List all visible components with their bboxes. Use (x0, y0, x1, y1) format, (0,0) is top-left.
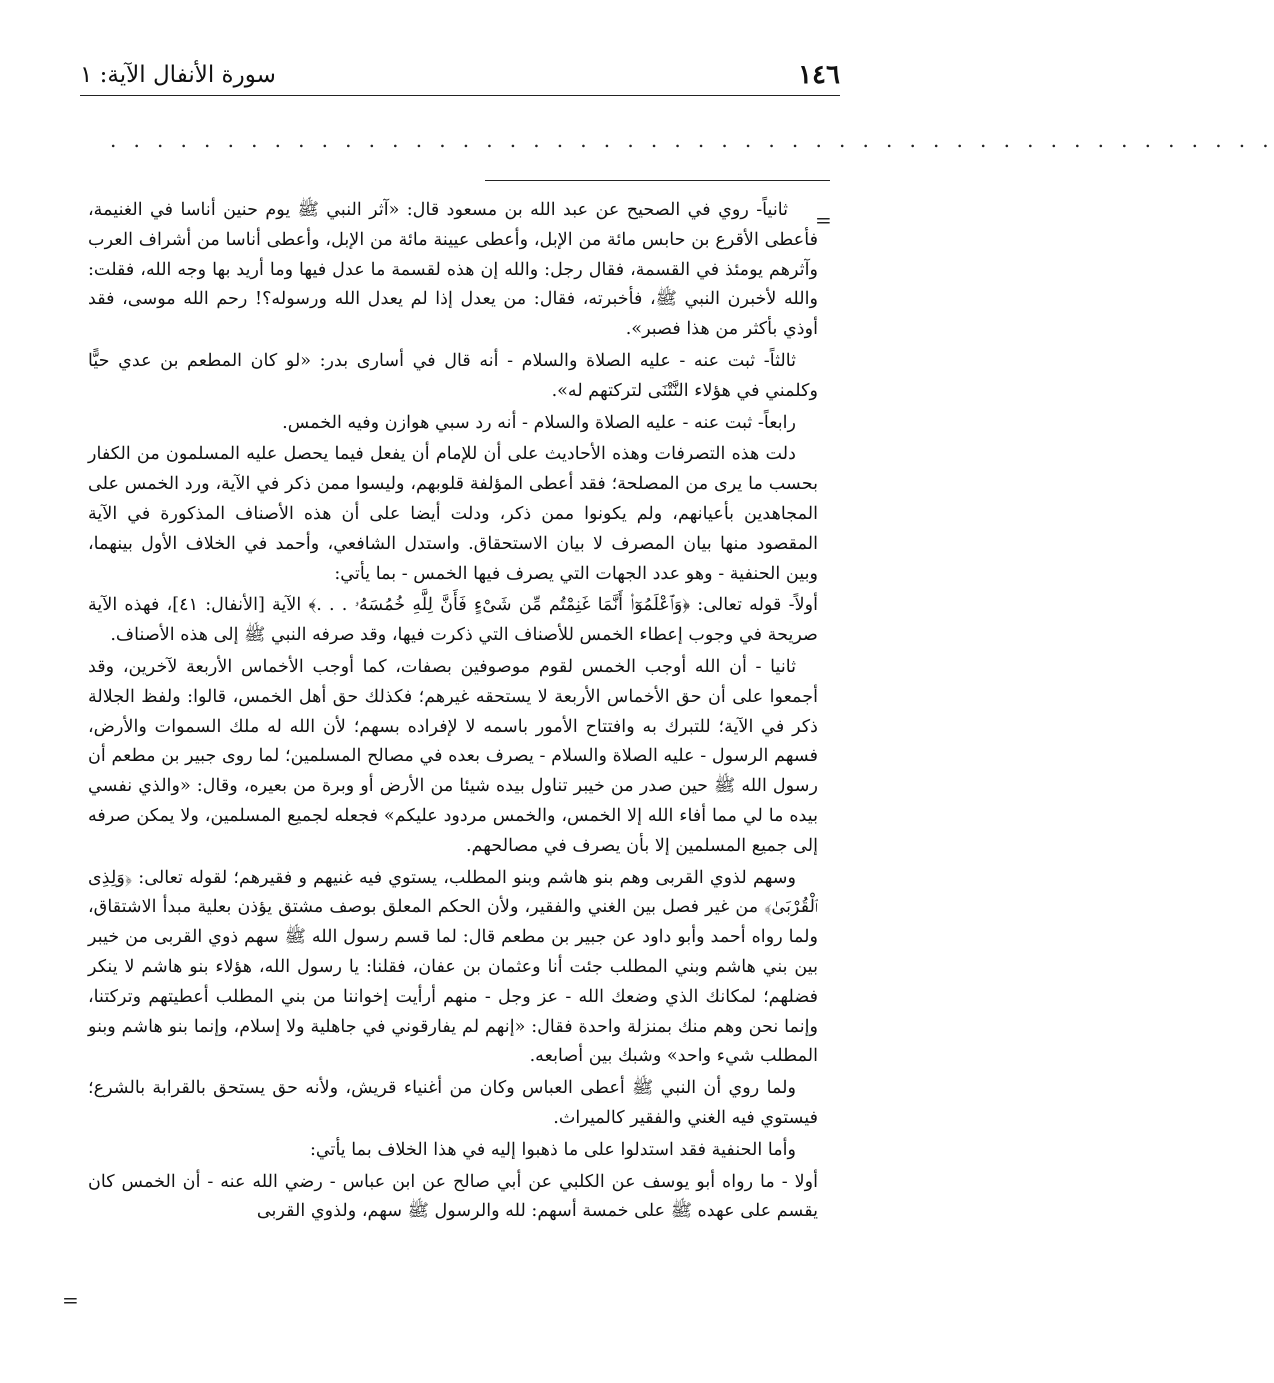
footnote-rule (485, 180, 830, 181)
paragraph-conclusion: دلت هذه التصرفات وهذه الأحاديث على أن للإمام أن يفعل فيما يحصل عليه المسلمون من الكفار بحسب ما يرى من المصلحة؛ فقد أعطى المؤلفة قلوبهم، وليسوا ممن ذكر في الآية، ورد الخمس على المجاهدين بأعيانهم، ولم يكونوا ممن ذكر، ودلت أيضا على أن هذه الأصناف المذكورة في الآية المقصود منها بيان المصرف لا بيان الاستحقاق. واستدل الشافعي، وأحمد في الخلاف الأول بينهما، وبين الحنفية - وهو عدد الجهات التي يصرف فيها الخمس - بما يأتي: (88, 444, 818, 584)
paragraph-abbas: ولما روي أن النبي ﷺ أعطى العباس وكان من أغنياء قريش، ولأنه حق يستحق بالقرابة بالشرع؛ فيستوي فيه الغني والفقير كالميراث. (88, 1078, 818, 1128)
page-number: ١٤٦ (798, 60, 840, 90)
page-header (80, 55, 840, 96)
paragraph-hanafi-first: أولا - ما رواه أبو يوسف عن الكلبي عن أبي صالح عن ابن عباس - رضي الله عنه - أن الخمس كان يقسم على عهده ﷺ على خمسة أسهم: لله والرسول ﷺ سهم، ولذوي القربى (88, 1171, 818, 1222)
paragraph-hanafi-intro: وأما الحنفية فقد استدلوا على ما ذهبوا إليه في هذا الخلاف بما يأتي: (309, 1139, 796, 1160)
paragraph-second-hadith: ثانياً- روي في الصحيح عن عبد الله بن مسعود قال: «آثر النبي ﷺ يوم حنين أناسا في الغنيمة، فأعطى الأقرع بن حابس مائة من الإبل، وأعطى عيينة مائة من الإبل، وأعطى أناسا من أشراف العرب وآثرهم يومئذ في القسمة، فقال رجل: والله إن هذه لقسمة ما عدل فيها وما أريد بها وجه الله، فقلت: والله لأخبرن النبي ﷺ، فأخبرته، فقال: من يعدل إذا لم يعدل الله ورسوله؟! رحم الله موسى، فقد أوذي بأكثر من هذا فصبر». (88, 200, 818, 340)
dotted-separator: . . . . . . . . . . . . . . . . . . . . . . . . . . . . . . . . . . . . . . . . . . . . . . . . . . (110, 128, 1274, 152)
continuation-mark-top: = (815, 208, 832, 232)
paragraph-fourth-hadith: رابعاً- ثبت عنه - عليه الصلاة والسلام - أنه رد سبي هوازن وفيه الخمس. (282, 412, 796, 433)
continuation-mark-bottom: = (62, 1288, 79, 1312)
running-title: سورة الأنفال الآية: ١ (80, 62, 276, 88)
paragraph-third-hadith: ثالثاً- ثبت عنه - عليه الصلاة والسلام - أنه قال في أسارى بدر: «لو كان المطعم بن عدي حيًّا وكلمني في هؤلاء النَّتْنَى لتركتهم له». (88, 350, 818, 401)
paragraph-kin-share: وسهم لذوي القربى وهم بنو هاشم وبنو المطلب، يستوي فيه غنيهم و فقيرهم؛ لقوله تعالى: ﴿وَلِذِى ٱلْقُرْبَىٰ﴾ من غير فصل بين الغني والفقير، ولأن الحكم المعلق بوصف مشتق يؤذن بعلية مبدأ الاشتقاق، ولما رواه أحمد وأبو داود عن جبير بن مطعم قال: لما قسم رسول الله ﷺ سهم ذوي القربى من خيبر بين بني هاشم وبني المطلب جئت أنا وعثمان بن عفان، فقلنا: يا رسول الله، هؤلاء بنو هاشم لا ينكر فضلهم؛ لمكانك الذي وضعك الله - عز وجل - منهم أرأيت إخواننا من بني المطلب أعطيتهم وتركتنا، وإنما نحن وهم منك بمنزلة واحدة فقال: «إنهم لم يفارقوني في جاهلية ولا إسلام، وإنما بنو هاشم وبنو المطلب شيء واحد» وشبك بين أصابعه. (88, 867, 818, 1067)
body-text (88, 196, 818, 1316)
paragraph-first-evidence: أولاً- قوله تعالى: ﴿وَٱعْلَمُوٓا۟ أَنَّمَا غَنِمْتُم مِّن شَىْءٍ فَأَنَّ لِلَّهِ خُمُسَهُۥ . . .﴾ الآية [الأنفال: ٤١]، فهذه الآية صريحة في وجوب إعطاء الخمس للأصناف التي ذكرت فيها، وقد صرفه النبي ﷺ إلى هذه الأصناف. (88, 595, 818, 646)
paragraph-second-evidence: ثانيا - أن الله أوجب الخمس لقوم موصوفين بصفات، كما أوجب الأخماس الأربعة لآخرين، وقد أجمعوا على أن حق الأخماس الأربعة لا يستحقه غيرهم؛ فكذلك حق أهل الخمس، قالوا: ولفظ الجلالة ذكر في الآية؛ للتبرك به وافتتاح الأمور باسمه لا لإفراده بسهم؛ لأن الله له ملك السموات والأرض، فسهم الرسول - عليه الصلاة والسلام - يصرف بعده في مصالح المسلمين؛ لما روى جبير بن مطعم أن رسول الله ﷺ حين صدر من خيبر تناول بيده شيئا من الأرض أو وبرة من بعيره، وقال: «والذي نفسي بيده ما لي مما أفاء الله إلا الخمس، والخمس مردود عليكم» فجعله لجميع المسلمين، ولا يمكن صرفه إلى جميع المسلمين إلا بأن يصرف في مصالحهم. (88, 656, 818, 856)
